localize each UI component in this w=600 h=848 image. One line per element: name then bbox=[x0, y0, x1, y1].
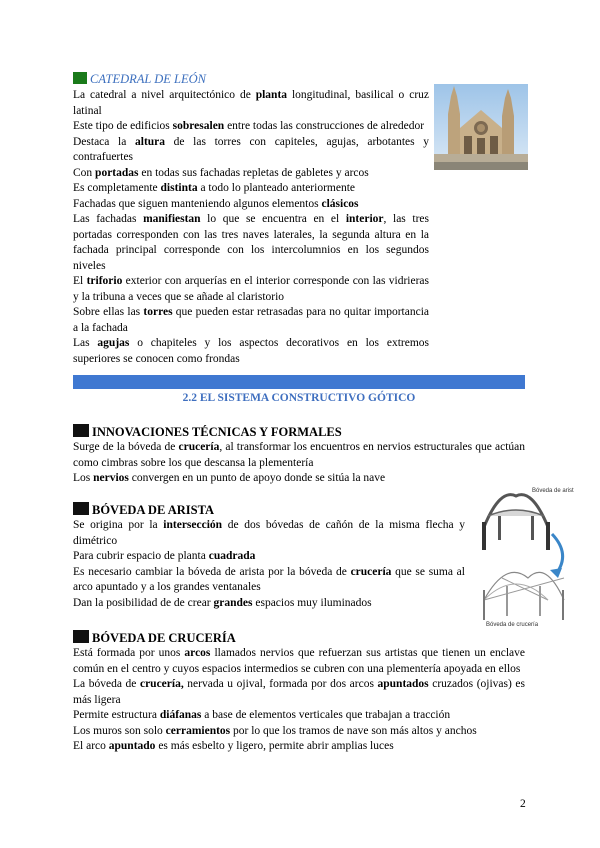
bold-term: altura bbox=[135, 135, 166, 148]
bold-term: portadas bbox=[95, 166, 139, 179]
bold-term: nervios bbox=[93, 472, 129, 484]
bold-term: apuntados bbox=[377, 678, 429, 690]
paragraph-line: Se origina por la intersección de dos bóvedas de cañón de la misma flecha y dimétrico bbox=[73, 519, 466, 547]
paragraph-line: Este tipo de edificios sobresalen entre todas las construcciones de alrededor bbox=[73, 120, 425, 132]
black-square-icon bbox=[73, 424, 89, 437]
bold-term: intersección bbox=[163, 519, 223, 531]
cruceria-body bbox=[73, 646, 525, 755]
section-band bbox=[73, 375, 525, 389]
paragraph-line: Fachadas que siguen manteniendo algunos elementos clásicos bbox=[73, 197, 359, 210]
cruceria-title: BÓVEDA DE CRUCERÍA bbox=[92, 631, 236, 645]
catedral-body bbox=[73, 88, 429, 367]
bold-term: interior bbox=[345, 213, 384, 225]
catedral-title: CATEDRAL DE LEÓN bbox=[90, 72, 206, 86]
diagram-label-top: Bóveda de arist bbox=[532, 488, 574, 494]
paragraph-line: La bóveda de crucería, nervada u ojival, formada por dos arcos apuntados cruzados (ojivas) es más ligera bbox=[73, 678, 525, 706]
arista-title: BÓVEDA DE ARISTA bbox=[92, 503, 215, 517]
bold-term: crucería, bbox=[139, 678, 184, 690]
bold-term: manifiestan bbox=[143, 213, 201, 225]
black-square-icon bbox=[73, 630, 89, 643]
bold-term: torres bbox=[143, 306, 173, 318]
page-number: 2 bbox=[520, 798, 526, 810]
paragraph-line: Destaca la altura de las torres con capiteles, agujas, arbotantes y contrafuertes bbox=[73, 135, 429, 163]
paragraph-line: El arco apuntado es más esbelto y ligero, permite abrir amplias luces bbox=[73, 740, 394, 752]
paragraph-line: Está formada por unos arcos llamados nervios que refuerzan sus artistas que tienen un enclave común en el centro y cuyos espacios intermedios se cubren con una plementería apoyada en ellos bbox=[73, 647, 525, 675]
paragraph-line: Sobre ellas las torres que pueden estar retrasadas para no quitar importancia a la fachada bbox=[73, 306, 429, 334]
paragraph-line: Las fachadas manifiestan lo que se encuentra en el interior, las tres portadas corresponden con las tres naves laterales, la segunda altura en la fachada principal corresponde con los intercolumnios en los segundos niveles bbox=[73, 213, 429, 272]
bold-term: distinta bbox=[160, 182, 198, 194]
arista-heading bbox=[73, 502, 214, 518]
bold-term: apuntado bbox=[108, 740, 156, 752]
paragraph-line: Es completamente distinta a todo lo planteado anteriormente bbox=[73, 182, 356, 194]
bold-term: cerramientos bbox=[165, 724, 231, 737]
innovaciones-heading bbox=[73, 424, 342, 440]
paragraph-line: Los nervios convergen en un punto de apoyo donde se sitúa la nave bbox=[73, 472, 386, 484]
bold-term: triforio bbox=[86, 275, 123, 287]
arista-body bbox=[73, 518, 465, 611]
bold-term: agujas bbox=[97, 337, 130, 349]
cathedral-photo bbox=[434, 84, 528, 170]
section-title: 2.2 EL SISTEMA CONSTRUCTIVO GÓTICO bbox=[182, 392, 416, 404]
bold-term: grandes bbox=[213, 596, 253, 609]
innovaciones-title: INNOVACIONES TÉCNICAS Y FORMALES bbox=[92, 425, 342, 439]
paragraph-line: Para cubrir espacio de planta cuadrada bbox=[73, 550, 256, 562]
paragraph-line: La catedral a nivel arquitectónico de planta longitudinal, basilical o cruz latinal bbox=[73, 89, 430, 117]
paragraph-line: Las agujas o chapiteles y los aspectos decorativos en los extremos superiores se conocen como frondas bbox=[73, 337, 429, 365]
bold-term: arcos bbox=[184, 647, 211, 659]
bold-term: clásicos bbox=[321, 197, 359, 210]
paragraph-line: Con portadas en todas sus fachadas repletas de gabletes y arcos bbox=[73, 166, 369, 179]
bold-term: planta bbox=[255, 89, 288, 101]
paragraph-line: Dan la posibilidad de de crear grandes espacios muy iluminados bbox=[73, 596, 372, 609]
bold-term: crucería bbox=[178, 441, 220, 453]
bold-term: sobresalen bbox=[172, 120, 225, 132]
paragraph-line: Es necesario cambiar la bóveda de arista por la bóveda de crucería que se suma al arco apuntado y a los grandes ventanales bbox=[73, 565, 465, 593]
paragraph-line: Surge de la bóveda de crucería, al transformar los encuentros en nervios estructurales que actúan como cimbras sobre los que descansa la plementería bbox=[73, 441, 525, 469]
bold-term: crucería bbox=[350, 565, 392, 578]
paragraph-line: Permite estructura diáfanas a base de elementos verticales que trabajan a tracción bbox=[73, 709, 451, 721]
bold-term: cuadrada bbox=[208, 550, 256, 562]
catedral-heading bbox=[73, 72, 206, 87]
vault-diagram bbox=[476, 482, 576, 632]
green-square-icon bbox=[73, 72, 87, 84]
paragraph-line: Los muros son solo cerramientos por lo que los tramos de nave son más altos y anchos bbox=[73, 724, 477, 737]
bold-term: diáfanas bbox=[159, 709, 202, 721]
diagram-label-bottom: Bóveda de crucería bbox=[486, 622, 539, 628]
cruceria-heading bbox=[73, 630, 236, 646]
paragraph-line: El triforio exterior con arquerías en el interior corresponde con las vidrieras y la tribuna a veces que se añade al claristorio bbox=[73, 275, 429, 303]
innovaciones-body bbox=[73, 440, 525, 487]
black-square-icon bbox=[73, 502, 89, 515]
